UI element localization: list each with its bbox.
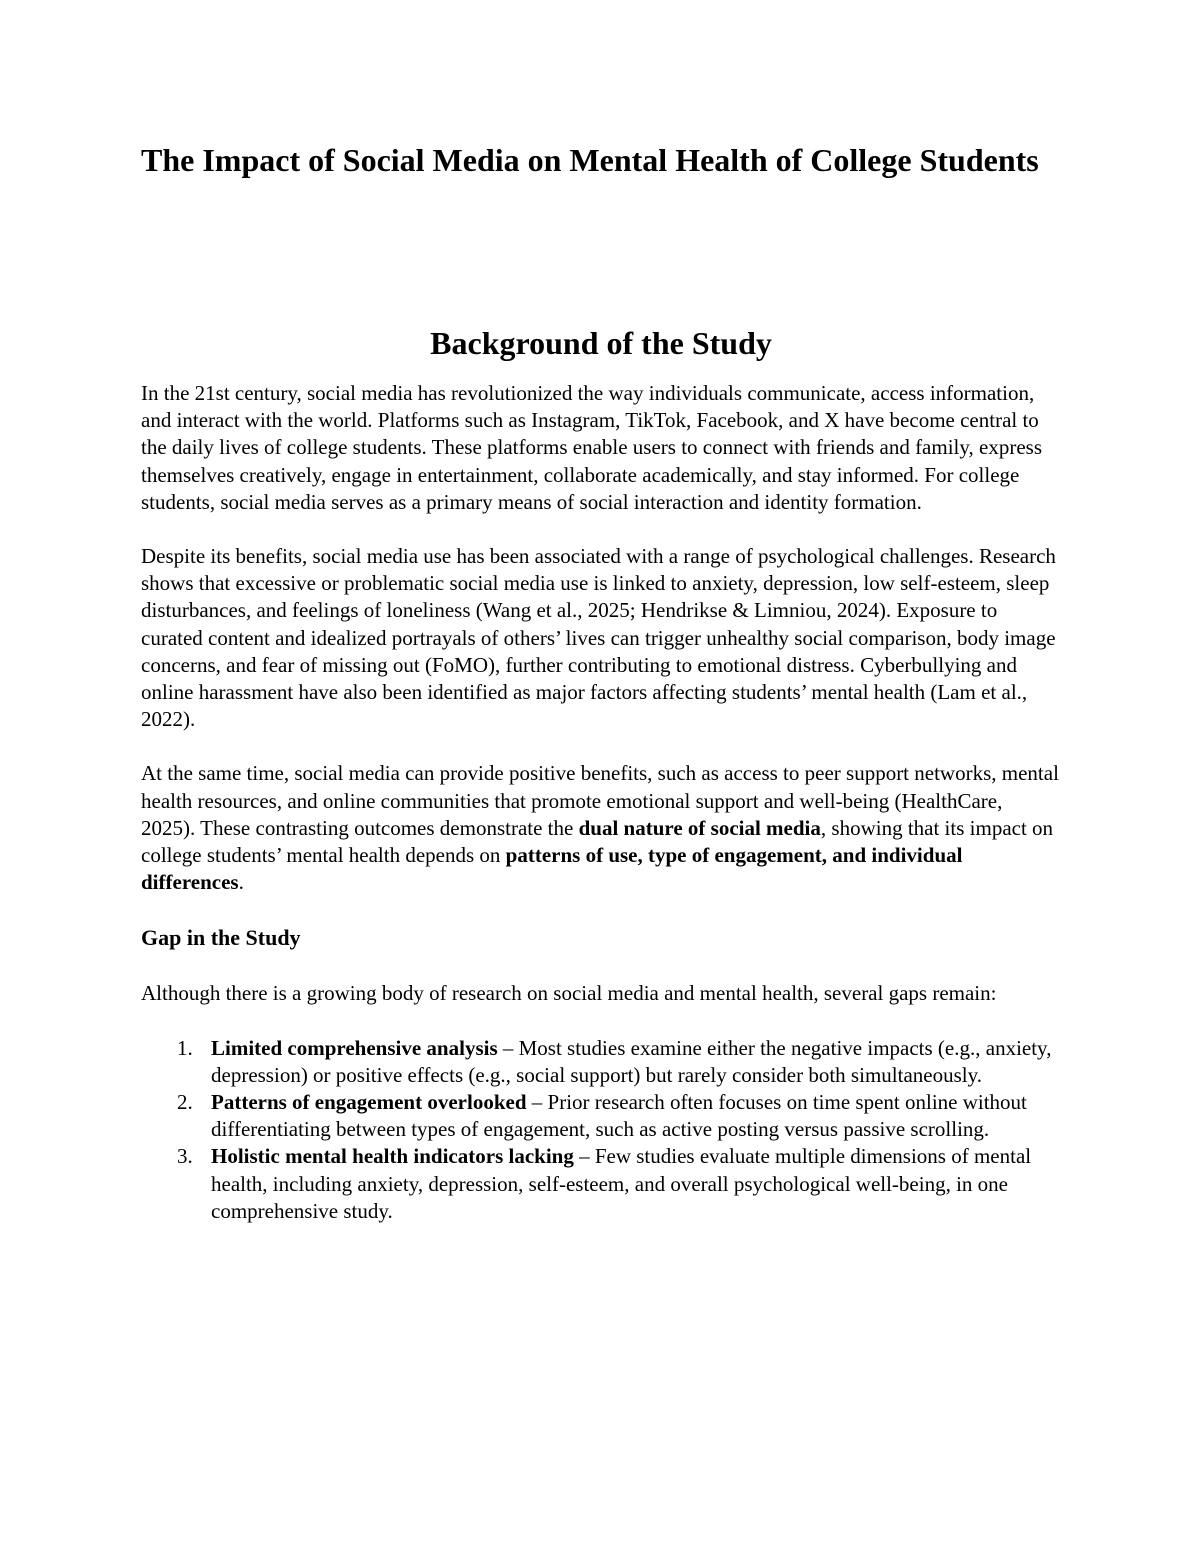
gap-list-item bbox=[141, 1035, 1061, 1089]
document-page bbox=[141, 140, 1061, 1225]
gap-item-lead: Holistic mental health indicators lacking bbox=[211, 1144, 574, 1169]
gap-item-number: 2. bbox=[177, 1090, 193, 1115]
gap-item-number: 3. bbox=[177, 1144, 193, 1169]
gap-item-text: – Prior research often focuses on time spent online without differentiating between types of engagement, such as active posting versus passive scrolling. bbox=[211, 1090, 1027, 1142]
paragraph-benefits bbox=[141, 760, 1061, 896]
paragraph-intro: In the 21st century, social media has revolutionized the way individuals communicate, access information, and interact with the world. Platforms such as Instagram, TikTok, Facebook, and X have become central to the daily lives of college students. These platforms enable users to connect with friends and family, express themselves creatively, engage in entertainment, collaborate academically, and stay informed. For college students, social media serves as a primary means of social interaction and identity formation. bbox=[141, 381, 1043, 514]
gap-list bbox=[141, 1035, 1061, 1225]
gap-item-text: – Most studies examine either the negative impacts (e.g., anxiety, depression) or positive effects (e.g., social support) but rarely consider both simultaneously. bbox=[211, 1035, 1052, 1087]
paragraph-benefits-text-1: At the same time, social media can provide positive benefits, such as access to peer support networks, mental health resources, and online communities that promote emotional support and well-being (HealthCare, 2025). These contrasting outcomes demonstrate the bbox=[141, 761, 1059, 840]
paragraph-challenges: Despite its benefits, social media use has been associated with a range of psychological challenges. Research shows that excessive or problematic social media use is linked to anxiety, depression, low self-esteem, sleep disturbances, and feelings of loneliness (Wang et al., 2025; Hendrikse & Limniou, 2024). Exposure to curated content and idealized portrayals of others’ lives can trigger unhealthy social comparison, body image concerns, and fear of missing out (FoMO), further contributing to emotional distress. Cyberbullying and online harassment have also been identified as major factors affecting students’ mental health (Lam et al., 2022). bbox=[141, 544, 1056, 732]
gap-heading: Gap in the Study bbox=[141, 925, 301, 951]
paragraph-benefits-bold-2: patterns of use, type of engagement, and individual differences bbox=[141, 843, 963, 895]
gap-intro: Although there is a growing body of research on social media and mental health, several gaps remain: bbox=[141, 981, 997, 1006]
gap-item-lead: Limited comprehensive analysis bbox=[211, 1035, 498, 1060]
paragraph-benefits-bold-1: dual nature of social media bbox=[578, 815, 821, 840]
paragraph-benefits-text-3: . bbox=[238, 870, 244, 895]
paragraph-benefits-text-2: , showing that its impact on college students’ mental health depends on bbox=[141, 815, 1054, 868]
gap-list-item bbox=[141, 1143, 1061, 1225]
gap-item-lead: Patterns of engagement overlooked bbox=[211, 1090, 527, 1115]
gap-list-item bbox=[141, 1089, 1061, 1143]
document-title: The Impact of Social Media on Mental Health of College Students bbox=[141, 142, 1039, 178]
section-title: Background of the Study bbox=[430, 325, 772, 361]
gap-item-number: 1. bbox=[177, 1035, 193, 1060]
gap-item-text: – Few studies evaluate multiple dimensions of mental health, including anxiety, depression, self-esteem, and overall psychological well-being, in one comprehensive study. bbox=[211, 1144, 1032, 1223]
